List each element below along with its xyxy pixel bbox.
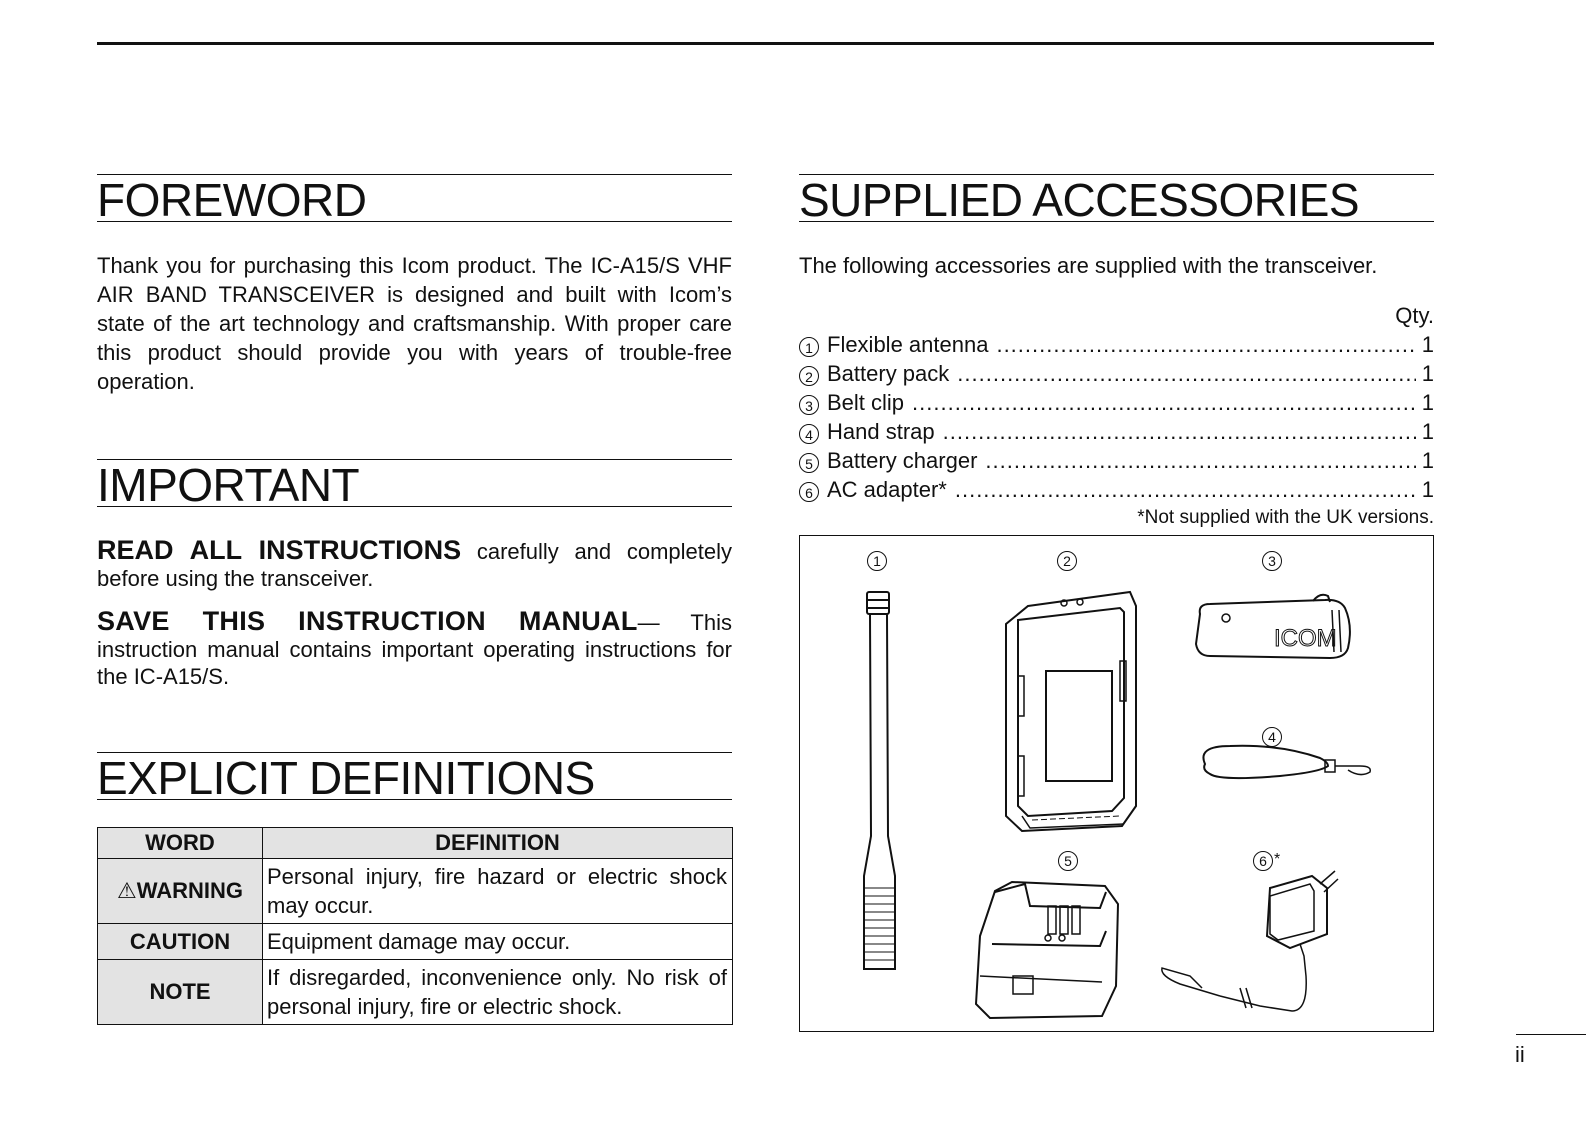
definition-warning: Personal injury, fire hazard or electric shock may occur. — [263, 859, 733, 924]
accessories-drawing — [800, 536, 1432, 1030]
footnote: *Not supplied with the UK versions. — [1137, 507, 1434, 528]
word-note: NOTE — [98, 960, 263, 1025]
figure-label-6-asterisk: * — [1274, 851, 1281, 868]
list-item — [799, 330, 1434, 359]
table-row — [98, 960, 733, 1025]
definition-note: If disregarded, inconvenience only. No risk of personal injury, fire or electric shock. — [263, 960, 733, 1025]
explicit-definitions-title: EXPLICIT DEFINITIONS — [97, 752, 732, 800]
definitions-table — [97, 827, 733, 1025]
figure-label-3: 3 — [1262, 551, 1282, 571]
figure-label-1: 1 — [867, 551, 887, 571]
clip-logo-text: ICOM — [1274, 625, 1337, 652]
item-name: Flexible antenna — [827, 332, 989, 357]
leader-dots — [957, 359, 1415, 388]
figure-label-5: 5 — [1058, 851, 1078, 871]
item-number: 4 — [799, 424, 819, 444]
accessories-intro: The following accessories are supplied with the transceiver. — [799, 253, 1378, 278]
antenna-icon — [864, 592, 895, 969]
table-row — [98, 924, 733, 960]
item-qty: 1 — [1421, 419, 1434, 444]
word-caution: CAUTION — [98, 924, 263, 960]
item-qty: 1 — [1421, 390, 1434, 415]
accessories-title: SUPPLIED ACCESSORIES — [799, 174, 1434, 222]
important-paragraph-2 — [97, 608, 732, 690]
figure-label-6: 6 — [1253, 851, 1273, 871]
leader-dots — [943, 417, 1416, 446]
leader-dots — [912, 388, 1416, 417]
list-item — [799, 446, 1434, 475]
item-number: 3 — [799, 395, 819, 415]
left-column — [97, 174, 732, 1025]
important-body — [97, 537, 732, 690]
leader-dots — [996, 330, 1415, 359]
item-number: 1 — [799, 337, 819, 357]
list-item — [799, 417, 1434, 446]
item-number: 6 — [799, 482, 819, 502]
leader-dots — [955, 475, 1416, 504]
definition-caution: Equipment damage may occur. — [263, 924, 733, 960]
list-item — [799, 388, 1434, 417]
list-item — [799, 475, 1434, 504]
figure-label-4: 4 — [1262, 727, 1282, 747]
top-rule — [97, 42, 1434, 45]
list-item — [799, 359, 1434, 388]
right-column — [799, 174, 1434, 530]
item-qty: 1 — [1421, 477, 1434, 502]
item-qty: 1 — [1421, 332, 1434, 357]
table-row — [98, 859, 733, 924]
hand-strap-icon — [1203, 746, 1370, 778]
item-number: 2 — [799, 366, 819, 386]
important-rest-2: — This instruction manual contains important operating instructions for the IC-A15/S. — [97, 610, 732, 689]
important-paragraph-1 — [97, 537, 732, 592]
ac-adapter-icon — [1162, 871, 1338, 1011]
important-rest-1: carefully and completely before using the transceiver. — [97, 539, 732, 591]
important-lead-2: SAVE THIS INSTRUCTION MANUAL — [97, 606, 638, 636]
item-number: 5 — [799, 453, 819, 473]
column-header-word: WORD — [98, 828, 263, 859]
item-name: Battery charger — [827, 448, 978, 473]
important-title: IMPORTANT — [97, 459, 732, 507]
qty-header: Qty. — [1395, 303, 1434, 328]
item-name: Battery pack — [827, 361, 950, 386]
foreword-text: Thank you for purchasing this Icom product. The IC-A15/S VHF AIR BAND TRANSCEIVER is designed and built with Icom’s state of the art technology and craftsmanship. With proper care this product should provide you with years of trouble-free operation. — [97, 253, 732, 394]
accessories-list — [799, 330, 1434, 504]
item-name: Belt clip — [827, 390, 905, 415]
battery-charger-icon — [976, 882, 1118, 1018]
table-header-row — [98, 828, 733, 859]
item-name: AC adapter* — [827, 477, 947, 502]
item-qty: 1 — [1421, 448, 1434, 473]
battery-pack-icon — [1006, 592, 1136, 831]
important-lead-1: READ ALL INSTRUCTIONS — [97, 535, 462, 565]
leader-dots — [985, 446, 1415, 475]
column-header-definition: DEFINITION — [263, 828, 733, 859]
foreword-title: FOREWORD — [97, 174, 732, 222]
accessories-illustration — [799, 535, 1434, 1032]
page-number: ii — [1515, 1042, 1525, 1067]
word-warning: ⚠WARNING — [98, 859, 263, 924]
figure-label-2: 2 — [1057, 551, 1077, 571]
item-qty: 1 — [1421, 361, 1434, 386]
page-number-rule — [1516, 1034, 1586, 1035]
item-name: Hand strap — [827, 419, 935, 444]
